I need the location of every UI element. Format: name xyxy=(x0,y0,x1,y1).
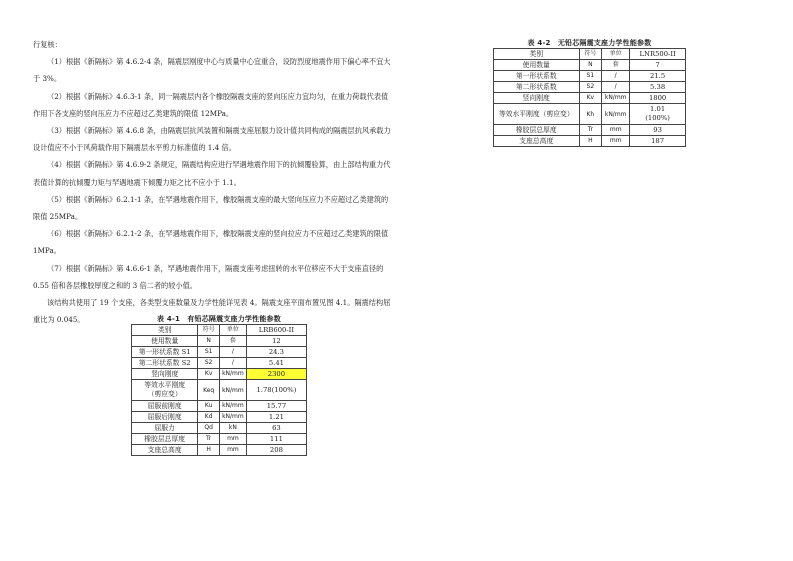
table-row xyxy=(494,125,686,136)
table-cell: 111 xyxy=(246,434,306,445)
table-cell: mm xyxy=(219,445,246,456)
table-cell: mm xyxy=(219,434,246,445)
table-cell: S1 xyxy=(579,71,602,82)
table-cell: 使用数量 xyxy=(494,60,580,71)
table-row xyxy=(132,423,307,434)
table2-caption: 表 4-2 无铅芯隔震支座力学性能参数 xyxy=(527,39,652,47)
table-cell: kN xyxy=(219,423,246,434)
table-cell: 支座总高度 xyxy=(494,136,580,147)
table-cell: Kd xyxy=(198,412,220,423)
paragraph-item-7: （7）根据《新隔标》第 4.6.6-1 条，罕遇地震作用下，隔震支座考虑扭转的水平位移应不大于支座直径的 0.55 倍和各层橡胶厚度之和的 3 倍二者的较小值。 xyxy=(33,263,384,290)
table-cell: kN/mm xyxy=(219,380,246,401)
table-cell: N xyxy=(198,336,220,347)
table-header-cell: LRB600-II xyxy=(246,325,306,336)
table-cell: kN/mm xyxy=(602,104,630,125)
table-cell: 支座总高度 xyxy=(132,445,198,456)
table-header-cell: 符号 xyxy=(579,49,602,60)
table-header-cell: 单位 xyxy=(219,325,246,336)
table-header-cell: 类别 xyxy=(132,325,198,336)
table-header-cell: LNR500-II xyxy=(630,49,686,60)
table-header-cell: 类别 xyxy=(494,49,580,60)
table-cell: 第二形状系数 S2 xyxy=(132,358,198,369)
table-row xyxy=(132,401,307,412)
table-cell: / xyxy=(602,82,630,93)
table-cell: / xyxy=(602,71,630,82)
table-row xyxy=(132,380,307,401)
table-row xyxy=(132,434,307,445)
table-row xyxy=(494,82,686,93)
table-row xyxy=(132,445,307,456)
paragraph-intro: 行复核： xyxy=(33,40,62,49)
table-cell: 187 xyxy=(630,136,686,147)
table1-grid xyxy=(131,324,307,456)
table-cell: 套 xyxy=(219,336,246,347)
table1-caption: 表 4-1 有铅芯隔震支座力学性能参数 xyxy=(157,315,281,323)
table-cell: 1.21 xyxy=(246,412,306,423)
table-cell: Tr xyxy=(579,125,602,136)
table-header-row xyxy=(132,325,307,336)
table-row xyxy=(132,336,307,347)
table-cell: 等效水平刚度 （剪应变） xyxy=(132,380,198,401)
table-cell: mm xyxy=(602,136,630,147)
table-cell: 第二形状系数 xyxy=(494,82,580,93)
table-cell: 竖向刚度 xyxy=(494,93,580,104)
table-cell: N xyxy=(579,60,602,71)
table-cell: S1 xyxy=(198,347,220,358)
table-cell: 5.41 xyxy=(246,358,306,369)
table-cell: Qd xyxy=(198,423,220,434)
table-cell: 7 xyxy=(630,60,686,71)
table-row xyxy=(494,93,686,104)
table-cell: S2 xyxy=(579,82,602,93)
table-cell: 1800 xyxy=(630,93,686,104)
table-cell: H xyxy=(198,445,220,456)
table-header-row xyxy=(494,49,686,60)
table-cell: 使用数量 xyxy=(132,336,198,347)
table-cell: Kh xyxy=(579,104,602,125)
paragraph-item-6: （6）根据《新隔标》6.2.1-2 条，在罕遇地震作用下，橡胶隔震支座的竖向拉应力不应超过乙类建筑的限值 1MPa。 xyxy=(33,229,389,256)
paragraph-item-5: （5）根据《新隔标》6.2.1-1 条，在罕遇地震作用下，橡胶隔震支座的最大竖向压应力不应超过乙类建筑的限值 25MPa。 xyxy=(33,194,389,222)
table-cell: Kv xyxy=(579,93,602,104)
table-row xyxy=(494,136,686,147)
table-cell: 第一形状系数 xyxy=(494,71,580,82)
table-cell: 63 xyxy=(246,423,306,434)
paragraph-summary: 该结构共使用了 19 个支座，各类型支座数量及力学性能详见表 4。隔震支座平面布置见图 4.1。隔震结构屈重比为 0.045。 xyxy=(33,298,391,325)
table-cell: 1.01 (100%) xyxy=(630,104,686,125)
table-row xyxy=(132,412,307,423)
table-cell: 第一形状系数 S1 xyxy=(132,347,198,358)
table-cell: 93 xyxy=(630,125,686,136)
paragraph-item-2: （2）根据《新隔标》4.6.3-1 条，同一隔震层内各个橡胶隔震支座的竖向压应力宜均匀，在重力荷载代表值作用下各支座的竖向压应力不应超过乙类建筑的限值 12MPa。 xyxy=(33,91,389,118)
table-cell: 12 xyxy=(246,336,306,347)
paragraph-item-1: （1）根据《新隔标》第 4.6.2-4 条，隔震层刚度中心与质量中心宜重合，设防烈度地震作用下偏心率不宜大于 3%。 xyxy=(33,57,391,84)
paragraph-item-4: （4）根据《新隔标》第 4.6.9-2 条规定，隔震结构应进行罕遇地震作用下的抗倾覆验算，由上部结构重力代表值计算的抗倾覆力矩与罕遇地震下倾覆力矩之比不应小于 1.1。 xyxy=(33,160,391,187)
table-row xyxy=(132,347,307,358)
table-cell: S2 xyxy=(198,358,220,369)
table-cell: / xyxy=(219,358,246,369)
table-cell: 屈服前刚度 xyxy=(132,401,198,412)
table-cell: mm xyxy=(602,125,630,136)
table-row xyxy=(132,358,307,369)
table2-grid xyxy=(493,48,686,147)
table-cell: H xyxy=(579,136,602,147)
table-row xyxy=(132,369,307,380)
table-cell: Ku xyxy=(198,401,220,412)
table-cell: 屈服力 xyxy=(132,423,198,434)
table-lead-bearing xyxy=(131,314,307,456)
table-cell: 208 xyxy=(246,445,306,456)
table-cell: Tr xyxy=(198,434,220,445)
table-row xyxy=(494,104,686,125)
table-cell: 2300 xyxy=(246,369,306,380)
table-cell: 竖向刚度 xyxy=(132,369,198,380)
table-cell: / xyxy=(219,347,246,358)
table-header-cell: 单位 xyxy=(602,49,630,60)
table-cell: 橡胶层总厚度 xyxy=(132,434,198,445)
table-cell: Kv xyxy=(198,369,220,380)
table-row xyxy=(494,71,686,82)
body-text xyxy=(33,36,391,328)
table-cell: 等效水平刚度（剪应变） xyxy=(494,104,580,125)
table-cell: kN/mm xyxy=(602,93,630,104)
table-cell: 24.3 xyxy=(246,347,306,358)
table-row xyxy=(494,60,686,71)
table-natural-rubber-bearing xyxy=(493,38,686,147)
table-cell: 21.5 xyxy=(630,71,686,82)
table-cell: 1.78(100%) xyxy=(246,380,306,401)
table-cell: 橡胶层总厚度 xyxy=(494,125,580,136)
paragraph-item-3: （3）根据《新隔标》第 4.6.8 条，由隔震层抗风装置和隔震支座屈服力设计值共同构成的隔震层抗风承载力设计值应不小于风荷载作用下隔震层水平剪力标准值的 1.4 倍。 xyxy=(33,126,391,153)
table-cell: 屈服后刚度 xyxy=(132,412,198,423)
table-cell: Keq xyxy=(198,380,220,401)
table-header-cell: 符号 xyxy=(198,325,220,336)
table-cell: kN/mm xyxy=(219,369,246,380)
table-cell: kN/mm xyxy=(219,401,246,412)
table-cell: kN/mm xyxy=(219,412,246,423)
table-cell: 5.38 xyxy=(630,82,686,93)
table-cell: 套 xyxy=(602,60,630,71)
table-cell: 15.77 xyxy=(246,401,306,412)
